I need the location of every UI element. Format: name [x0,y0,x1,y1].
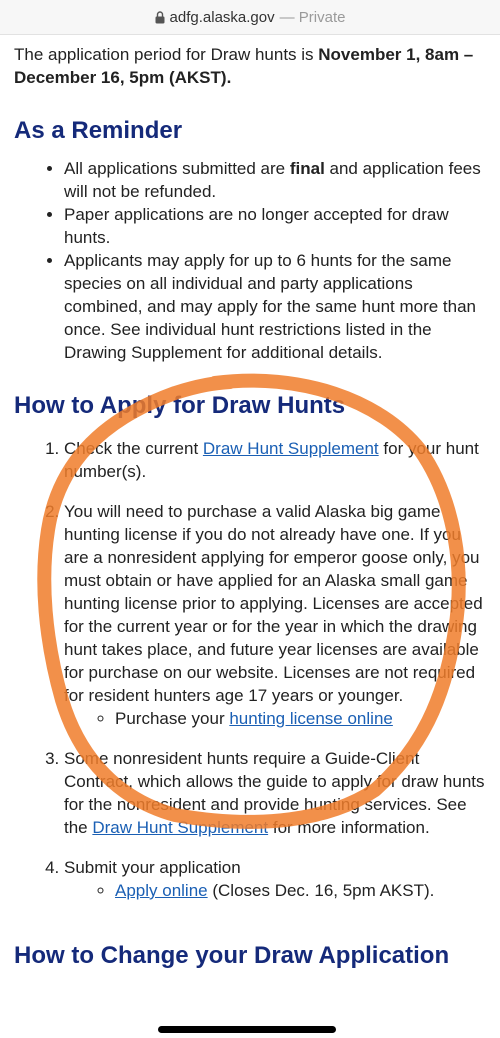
list-item: • Paper applications are no longer accepted for draw hunts. [64,203,486,249]
step-item: 2. You will need to purchase a valid Alaska big game hunting license if you do not already have one. If you are a nonresident applying for emperor goose only, you must obtain or have applied for an Alaska small game hunting license prior to applying. Licenses are accepted for the current year or for the year in which the drawing hunt takes place, and future year licenses are available for purchase on our website. Licenses are not required for resident hunters age 17 years or younger. ◦ Purchase your hunting license online [64,500,486,730]
step-item: 1. Check the current Draw Hunt Supplement for your hunt number(s). [64,437,486,483]
apply-heading: How to Apply for Draw Hunts [14,392,346,419]
list-item: • All applications submitted are final and application fees will not be refunded. [64,157,486,203]
sub-list-item: ◦ Apply online (Closes Dec. 16, 5pm AKST). [115,879,486,902]
apply-steps-list [14,437,486,902]
change-heading: How to Change your Draw Application [14,942,450,969]
private-mode-label: — Private [279,8,346,26]
draw-hunt-supplement-link[interactable]: Draw Hunt Supplement [202,439,379,458]
step-item: 4. Submit your application ◦ Apply online (Closes Dec. 16, 5pm AKST). [64,856,486,902]
apply-online-link[interactable]: Apply online [115,881,208,900]
intro-paragraph: The application period for Draw hunts is November 1, 8am – December 16, 5pm (AKST). [14,45,474,87]
intro-dates: November 1, 8am – December 16, 5pm (AKST). [14,45,474,87]
browser-address-bar[interactable] [0,0,500,35]
lock-icon [155,11,165,24]
reminder-heading: As a Reminder [14,117,183,144]
reminder-list [14,157,486,364]
page-content [0,35,500,970]
home-indicator[interactable] [158,1026,336,1033]
domain-label: adfg.alaska.gov [169,8,275,26]
step-item: 3. Some nonresident hunts require a Guide-Client Contract, which allows the guide to apply for draw hunts for the nonresident and provide hunting services. See the Draw Hunt Supplement for more information. [64,747,486,839]
hunting-license-online-link[interactable]: hunting license online [229,709,393,728]
list-item: • Applicants may apply for up to 6 hunts for the same species on all individual and party applications combined, and may apply for the same hunt more than once. See individual hunt restrictions listed in the Drawing Supplement for additional details. [64,249,486,364]
sub-list-item: ◦ Purchase your hunting license online [115,707,486,730]
draw-hunt-supplement-link-2[interactable]: Draw Hunt Supplement [92,818,269,837]
